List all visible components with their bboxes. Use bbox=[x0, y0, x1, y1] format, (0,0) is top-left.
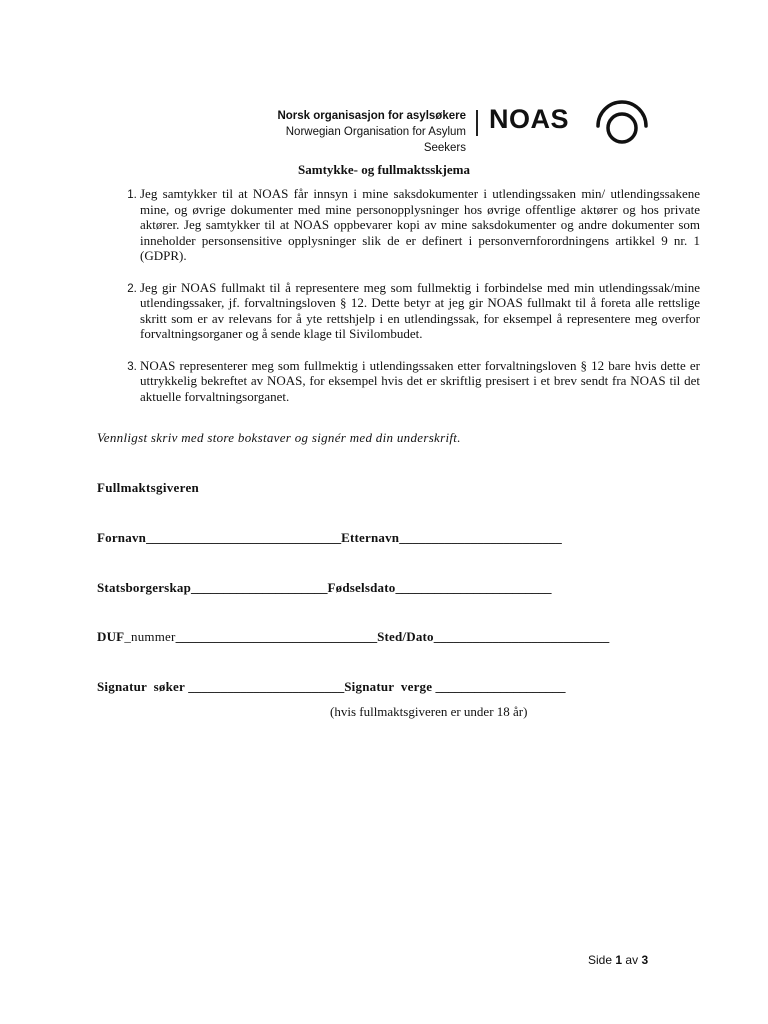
org-name-norwegian: Norsk organisasjon for asylsøkere bbox=[277, 110, 466, 122]
page-number bbox=[588, 953, 648, 967]
page-of: av bbox=[625, 953, 639, 967]
page-prefix: Side bbox=[588, 953, 613, 967]
fornavn-label: Fornavn bbox=[97, 530, 147, 545]
logo-divider bbox=[476, 110, 478, 136]
sted-dato-label: Sted/Dato bbox=[377, 629, 434, 644]
fornavn-field[interactable]: ______________________________ bbox=[146, 530, 342, 545]
statsborgerskap-label: Statsborgerskap bbox=[97, 580, 192, 595]
duf-row bbox=[97, 629, 609, 645]
etternavn-field[interactable]: _________________________ bbox=[399, 530, 562, 545]
sted-dato-field[interactable]: ___________________________ bbox=[433, 629, 610, 644]
consent-item-1: 1. Jeg samtykker til at NOAS får innsyn i mine saksdokumenter i utlendingssaken min/ utlendingssakene mine, og øvrige dokumenter med mine personopplysninger hos øvrige offentlige aktører og hos private aktører. Jeg samtykker til at NOAS oppbevarer kopi av mine saksdokumenter og andre dokumenter som inneholder personsensitive opplysninger slik de er definert i personvernforordningens artikkel 9 nr. 1 (GDPR). bbox=[140, 186, 700, 264]
document-title: Samtykke- og fullmaktsskjema bbox=[298, 162, 470, 177]
guardian-note: (hvis fullmaktsgiveren er under 18 år) bbox=[330, 704, 528, 719]
citizenship-row bbox=[97, 580, 551, 596]
org-name-block bbox=[258, 108, 466, 156]
signatur-verge-field[interactable]: ____________________ bbox=[435, 679, 566, 694]
total-pages: 3 bbox=[641, 953, 649, 967]
duf-label: DUF bbox=[97, 629, 125, 644]
signatur-soker-field[interactable]: ________________________ bbox=[188, 679, 345, 694]
duf-field[interactable]: _______________________________ bbox=[175, 629, 378, 644]
statsborgerskap-field[interactable]: _____________________ bbox=[191, 580, 328, 595]
signature-row bbox=[97, 679, 565, 695]
name-row bbox=[97, 530, 562, 546]
fodselsdato-field[interactable]: ________________________ bbox=[395, 580, 552, 595]
instruction-text: Vennligst skriv med store bokstaver og signér med din underskrift. bbox=[97, 430, 461, 445]
etternavn-label: Etternavn bbox=[341, 530, 400, 545]
logo-wordmark: NOAS bbox=[489, 104, 570, 134]
consent-item-3: 3. NOAS representerer meg som fullmektig i utlendingssaken etter forvaltningsloven § 12 bare hvis dette er uttrykkelig bekreftet av NOAS, for eksempel hvis det er skriftlig presisert i et brev sendt fra NOAS til det aktuelle forvaltningsorganet. bbox=[140, 358, 700, 405]
noas-logo-icon bbox=[592, 96, 652, 144]
consent-list bbox=[97, 186, 700, 404]
consent-item-2: 2. Jeg gir NOAS fullmakt til å representere meg som fullmektig i forbindelse med min utlendingssak/mine utlendingssaker, jf. forvaltningsloven § 12. Dette betyr at jeg gir NOAS fullmakt til å foreta alle rettslige skritt som er av relevans for å yte rettshjelp i en utlendingssak, for eksempel å representere meg overfor forvaltningsorganer og å sende klage til Sivilombudet. bbox=[140, 280, 700, 342]
section-title: Fullmaktsgiveren bbox=[97, 480, 200, 495]
signatur-soker-label: Signatur søker bbox=[97, 679, 185, 694]
signatur-verge-label: Signatur verge bbox=[344, 679, 433, 694]
org-name-english: Norwegian Organisation for Asylum Seekers bbox=[285, 126, 466, 154]
current-page: 1 bbox=[615, 953, 623, 967]
duf-label-suffix: _nummer bbox=[124, 629, 176, 644]
fodselsdato-label: Fødselsdato bbox=[327, 580, 396, 595]
